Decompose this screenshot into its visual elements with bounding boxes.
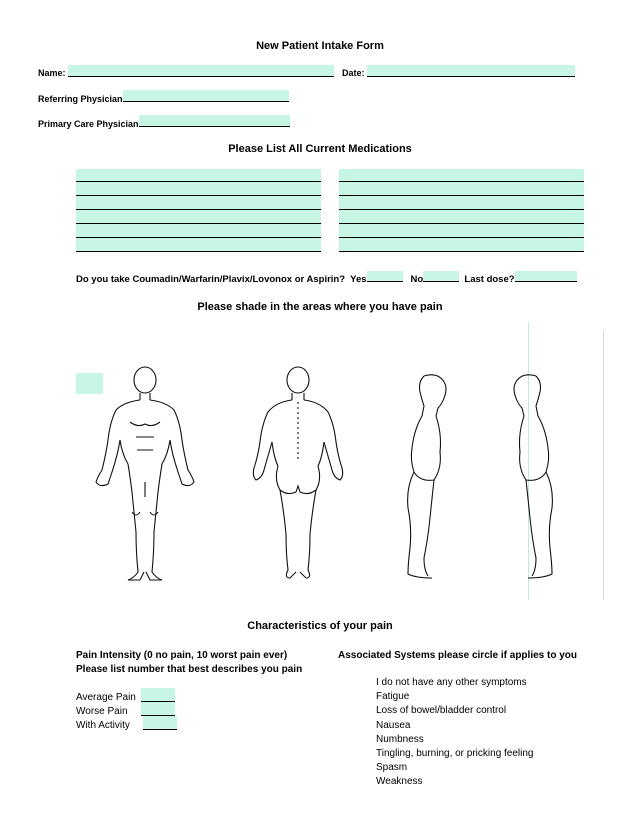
body-back-view[interactable] [248,362,353,584]
symptom-tingling[interactable]: Tingling, burning, or pricking feeling [376,748,534,760]
symptom-bowel-bladder[interactable]: Loss of bowel/bladder control [376,705,507,717]
symptom-nausea[interactable]: Nausea [376,719,411,731]
worse-pain-label: Worse Pain [76,706,128,717]
medications-list-left[interactable] [76,169,321,252]
yes-field[interactable] [367,271,403,282]
primary-care-physician-label: Primary Care Physician [38,119,139,129]
yes-label: Yes [350,274,367,285]
scan-edge-line-2 [603,330,604,600]
symptom-none[interactable]: I do not have any other symptoms [376,677,527,688]
referring-physician-label: Referring Physician [38,94,123,104]
with-activity-field[interactable] [143,716,177,730]
pain-map-heading: Please shade in the areas where you have pain [197,301,443,313]
pain-intensity-title: Pain Intensity (0 no pain, 10 worst pain ever) [76,650,288,661]
medications-list-right[interactable] [339,169,584,252]
symptom-numbness[interactable]: Numbness [376,733,424,745]
last-dose-label: Last dose? [464,274,515,285]
with-activity-label: With Activity [76,720,130,731]
no-label: No [410,274,424,285]
name-field[interactable] [68,65,334,77]
anticoagulant-question [76,271,577,285]
no-field[interactable] [423,271,459,282]
pain-intensity-subtitle: Please list number that best describes you pain [76,664,303,675]
symptom-spasm[interactable]: Spasm [376,762,408,774]
characteristics-heading: Characteristics of your pain [247,620,393,632]
medications-heading: Please List All Current Medications [228,143,412,155]
symptom-fatigue[interactable]: Fatigue [376,691,410,703]
average-pain-field[interactable] [141,688,175,702]
worse-pain-field[interactable] [141,702,175,716]
anticoagulant-question-text: Do you take Coumadin/Warfarin/Plavix/Lovonox or Aspirin? [76,274,346,285]
symptoms-list [376,676,534,790]
referring-physician-field[interactable] [123,90,289,102]
form-title: New Patient Intake Form [256,40,384,52]
name-label: Name: [38,68,66,78]
body-front-view[interactable] [90,362,210,584]
body-right-side-view[interactable] [394,368,464,584]
associated-systems-title: Associated Systems please circle if applies to you [338,650,577,661]
date-label: Date: [342,68,365,78]
symptom-weakness[interactable]: Weakness [376,776,423,788]
body-left-side-view[interactable] [496,368,566,584]
average-pain-label: Average Pain [76,692,136,703]
primary-care-physician-field[interactable] [139,115,290,127]
last-dose-field[interactable] [515,271,577,282]
date-field[interactable] [367,65,575,77]
